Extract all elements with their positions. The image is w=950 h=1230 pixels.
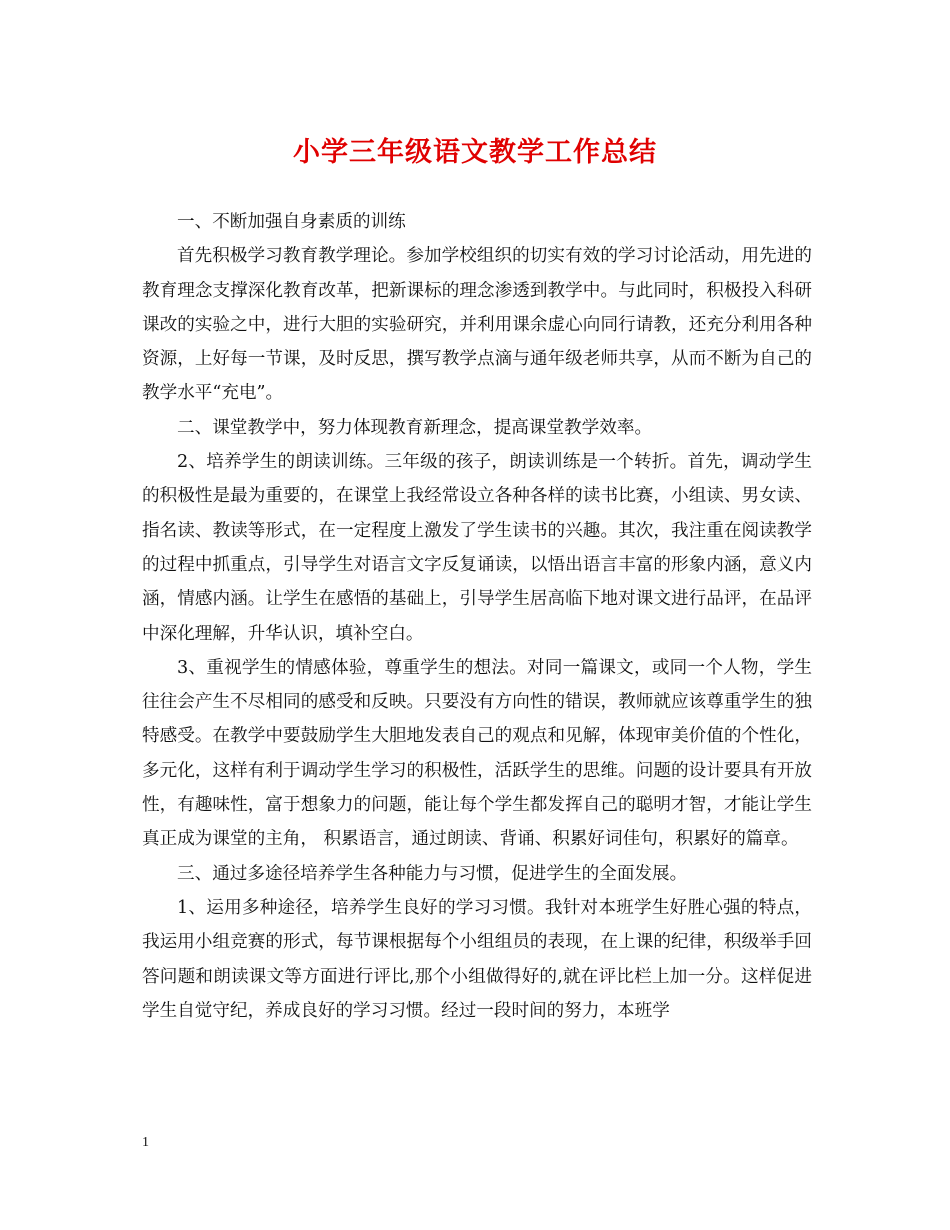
- section-heading: 一、不断加强自身素质的训练: [177, 212, 406, 232]
- section-heading: 三、通过多途径培养学生各种能力与习惯，促进学生的全面发展。: [177, 863, 688, 884]
- document-body: [142, 205, 812, 1028]
- paragraph: 1、运用多种途径，培养学生良好的学习习惯。我针对本班学生好胜心强的特点，我运用小组竞赛的形式，每节课根据每个小组组员的表现，在上课的纪律，积级举手回答问题和朗读课文等方面进行评比,那个小组做得好的,就在评比栏上加一分。这样促进学生自觉守纪，养成良好的学习习惯。经过一段时间的努力，本班学: [142, 897, 812, 1021]
- page-number: 1: [142, 1135, 149, 1150]
- paragraph: 3、重视学生的情感体验，尊重学生的想法。对同一篇课文，或同一个人物，学生往往会产生不尽相同的感受和反映。只要没有方向性的错误，教师就应该尊重学生的独特感受。在教学中要鼓励学生大胆地发表自己的观点和见解，体现审美价值的个性化，多元化，这样有利于调动学生学习的积极性，活跃学生的思维。问题的设计要具有开放性，有趣味性，富于想象力的问题，能让每个学生都发挥自己的聪明才智，才能让学生真正成为课堂的主角， 积累语言，通过朗读、背诵、积累好词佳句，积累好的篇章。: [142, 657, 812, 850]
- section-heading: 二、课堂教学中，努力体现教育新理念，提高课堂教学效率。: [177, 417, 653, 438]
- paragraph: 2、培养学生的朗读训练。三年级的孩子，朗读训练是一个转折。首先，调动学生的积极性是最为重要的，在课堂上我经常设立各种各样的读书比赛，小组读、男女读、指名读、教读等形式，在一定程度上激发了学生读书的兴趣。其次，我注重在阅读教学的过程中抓重点，引导学生对语言文字反复诵读，以悟出语言丰富的形象内涵，意义内涵，情感内涵。让学生在感悟的基础上，引导学生居高临下地对课文进行品评，在品评中深化理解，升华认识，填补空白。: [142, 452, 812, 644]
- paragraph: 首先积极学习教育教学理论。参加学校组织的切实有效的学习讨论活动，用先进的教育理念支撑深化教育改革，把新课标的理念渗透到教学中。与此同时，积极投入科研课改的实验之中，进行大胆的实验研究，并利用课余虚心向同行请教，还充分利用各种资源，上好每一节课，及时反思，撰写教学点滴与通年级老师共享，从而不断为自己的教学水平“充电”。: [142, 246, 812, 404]
- document-title: 小学三年级语文教学工作总结: [293, 137, 657, 168]
